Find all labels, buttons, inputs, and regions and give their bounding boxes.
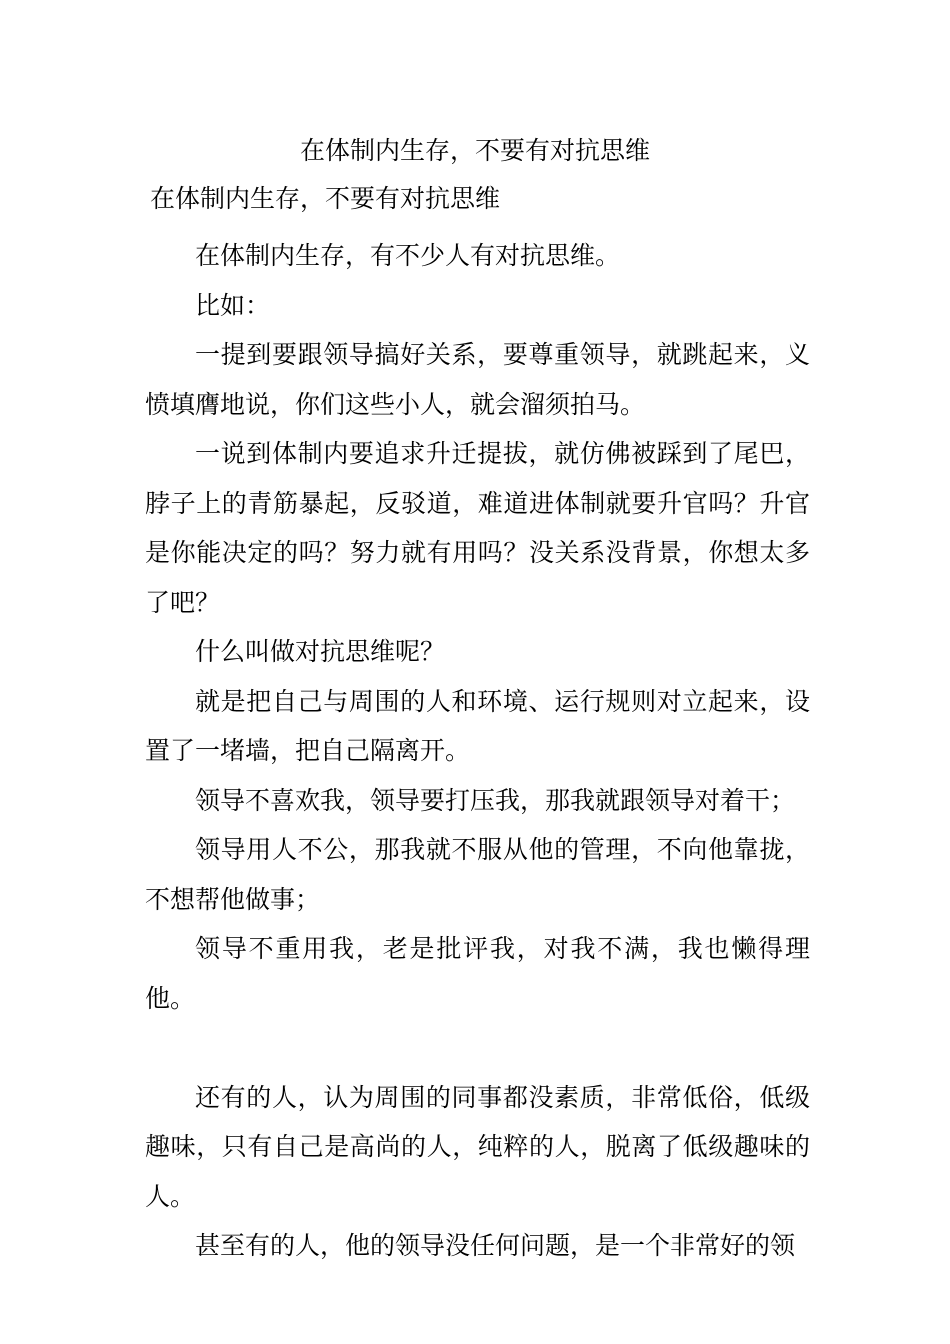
paragraph: 在体制内生存，有不少人有对抗思维。: [195, 241, 621, 270]
paragraph: 甚至有的人，他的领导没任何问题，是一个非常好的领: [195, 1231, 796, 1260]
paragraph: 一说到体制内要追求升迁提拔，就仿佛被踩到了尾巴，脖子上的青筋暴起，反驳道，难道进体制就要升官吗？升官是你能决定的吗？努力就有用吗？没关系没背景，你想太多了吧？: [145, 439, 810, 617]
paragraph: 比如：: [195, 290, 271, 320]
paragraph: 什么叫做对抗思维呢？: [195, 637, 446, 666]
paragraph: 一提到要跟领导搞好关系，要尊重领导，就跳起来，义愤填膺地说，你们这些小人，就会溜须拍马。: [145, 340, 810, 419]
document-title: 在体制内生存，不要有对抗思维: [299, 136, 650, 165]
paragraph: 领导不重用我，老是批评我，对我不满，我也懒得理他。: [145, 934, 810, 1013]
document-body: [145, 231, 810, 1271]
paragraph: 还有的人，认为周围的同事都没素质，非常低俗，低级趣味，只有自己是高尚的人，纯粹的人，脱离了低级趣味的人。: [145, 1082, 810, 1211]
paragraph: 领导用人不公，那我就不服从他的管理，不向他靠拢，不想帮他做事；: [145, 835, 810, 914]
document-subtitle: 在体制内生存，不要有对抗思维: [150, 184, 501, 213]
paragraph: 就是把自己与周围的人和环境、运行规则对立起来，设置了一堵墙，把自己隔离开。: [145, 686, 810, 765]
paragraph: 领导不喜欢我，领导要打压我，那我就跟领导对着干；: [195, 785, 796, 815]
